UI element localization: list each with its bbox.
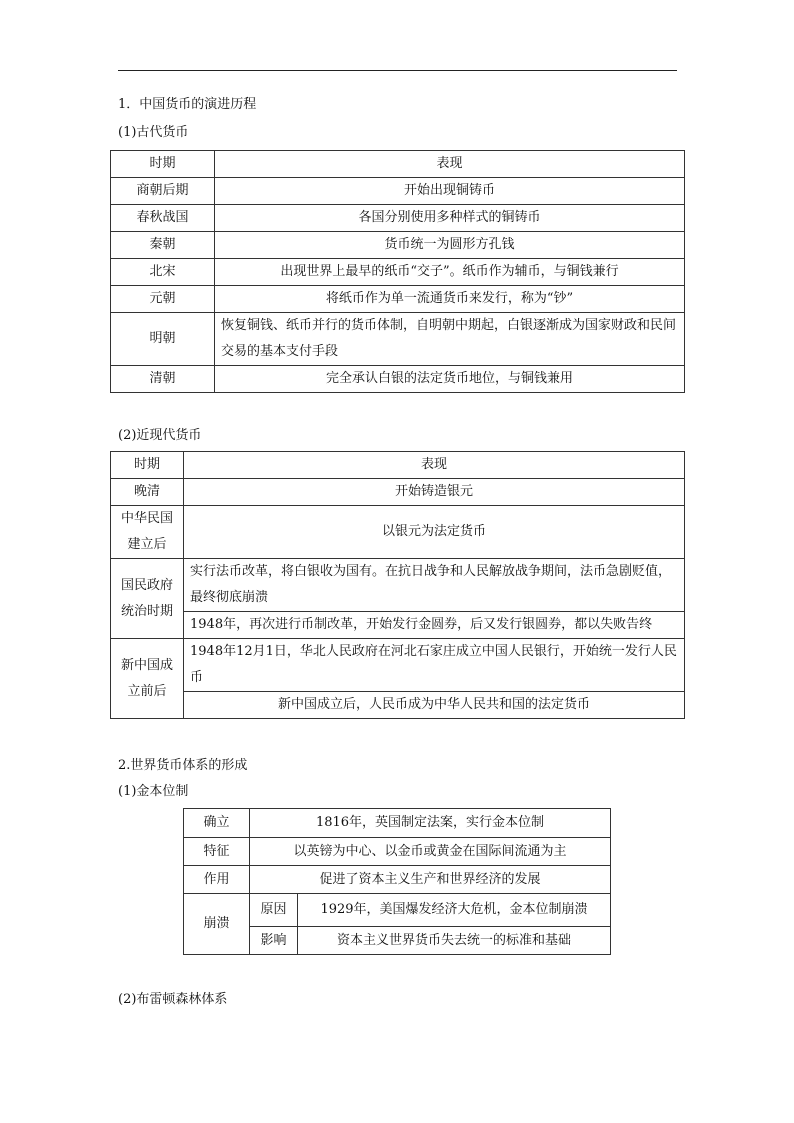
table-row [111, 612, 685, 639]
period-cell: 晚清 [111, 479, 184, 506]
subheading-bretton-woods: (2)布雷顿森林体系 [118, 992, 228, 1007]
table-row [111, 205, 685, 232]
period-cell: 明朝 [111, 313, 215, 366]
header-feature: 表现 [215, 151, 685, 178]
feature-cell: 货币统一为圆形方孔钱 [215, 232, 685, 259]
header-feature: 表现 [184, 452, 685, 479]
feature-cell: 恢复铜钱、纸币并行的货币体制，自明朝中期起，白银逐渐成为国家财政和民间交易的基本支付手段 [215, 313, 685, 366]
period-cell: 北宋 [111, 259, 215, 286]
feature-cell: 1948年，再次进行币制改革，开始发行金圆券，后又发行银圆券，都以失败告终 [184, 612, 685, 639]
period-cell: 清朝 [111, 366, 215, 393]
table-row [111, 259, 685, 286]
feature-cell: 开始出现铜铸币 [215, 178, 685, 205]
table-row [184, 809, 611, 838]
table-row [111, 232, 685, 259]
table-row [111, 559, 685, 612]
value-cell: 资本主义世界货币失去统一的标准和基础 [298, 927, 611, 955]
value-cell: 1816年，英国制定法案，实行金本位制 [250, 809, 611, 838]
feature-cell: 各国分别使用多种样式的铜铸币 [215, 205, 685, 232]
section-heading-2: 2.世界货币体系的形成 [118, 758, 248, 773]
feature-cell: 将纸币作为单一流通货币来发行，称为“钞” [215, 286, 685, 313]
table-row [111, 313, 685, 366]
feature-cell: 完全承认白银的法定货币地位，与铜钱兼用 [215, 366, 685, 393]
subheading-gold-standard: (1)金本位制 [118, 784, 189, 799]
header-rule [118, 70, 677, 71]
period-cell: 新中国成立前后 [111, 639, 184, 719]
table-row [111, 366, 685, 393]
section-heading-1: 1．中国货币的演进历程 [118, 97, 257, 112]
period-cell: 元朝 [111, 286, 215, 313]
table-row [111, 692, 685, 719]
period-cell: 商朝后期 [111, 178, 215, 205]
table-header-row [111, 452, 685, 479]
table-row [111, 178, 685, 205]
table-row [111, 506, 685, 559]
ancient-currency-table [110, 150, 685, 393]
period-cell: 春秋战国 [111, 205, 215, 232]
sublabel-cell: 影响 [250, 927, 298, 955]
feature-cell: 新中国成立后，人民币成为中华人民共和国的法定货币 [184, 692, 685, 719]
subheading-modern: (2)近现代货币 [118, 428, 202, 443]
period-cell: 中华民国建立后 [111, 506, 184, 559]
table-row [184, 894, 611, 927]
sublabel-cell: 原因 [250, 894, 298, 927]
feature-cell: 开始铸造银元 [184, 479, 685, 506]
table-header-row [111, 151, 685, 178]
period-cell: 秦朝 [111, 232, 215, 259]
label-cell: 作用 [184, 866, 250, 894]
value-cell: 1929年，美国爆发经济大危机，金本位制崩溃 [298, 894, 611, 927]
header-period: 时期 [111, 151, 215, 178]
label-cell: 崩溃 [184, 894, 250, 955]
table-row [184, 866, 611, 894]
table-row [184, 838, 611, 866]
feature-cell: 出现世界上最早的纸币“交子”。纸币作为辅币，与铜钱兼行 [215, 259, 685, 286]
gold-standard-table [183, 808, 611, 955]
value-cell: 促进了资本主义生产和世界经济的发展 [250, 866, 611, 894]
value-cell: 以英镑为中心、以金币或黄金在国际间流通为主 [250, 838, 611, 866]
label-cell: 确立 [184, 809, 250, 838]
period-cell: 国民政府统治时期 [111, 559, 184, 639]
table-row [111, 639, 685, 692]
table-row [111, 479, 685, 506]
modern-currency-table [110, 451, 685, 719]
subheading-ancient: (1)古代货币 [118, 125, 189, 140]
label-cell: 特征 [184, 838, 250, 866]
feature-cell: 1948年12月1日，华北人民政府在河北石家庄成立中国人民银行，开始统一发行人民币 [184, 639, 685, 692]
feature-cell: 以银元为法定货币 [184, 506, 685, 559]
header-period: 时期 [111, 452, 184, 479]
table-row [111, 286, 685, 313]
feature-cell: 实行法币改革，将白银收为国有。在抗日战争和人民解放战争期间，法币急剧贬值，最终彻底崩溃 [184, 559, 685, 612]
